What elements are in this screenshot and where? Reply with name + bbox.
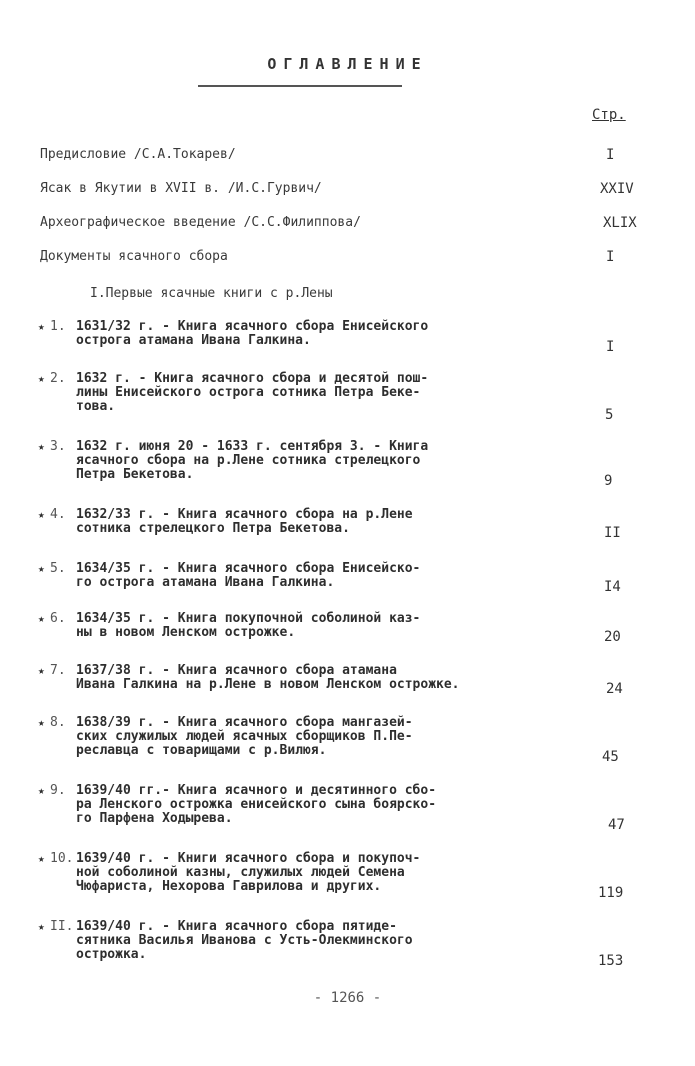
- entry-number: 1.: [50, 319, 66, 334]
- entry-number: 7.: [50, 663, 66, 678]
- star-icon: ★: [38, 562, 45, 575]
- star-icon: ★: [38, 372, 45, 385]
- entry-text: 1638/39 г. - Книга ясачного сбора мангазей- ских служилых людей ясачных сборщиков П.Пе- реславца с товарищами с р.Вилюя.: [76, 715, 413, 758]
- page-number: 119: [598, 885, 624, 901]
- star-icon: ★: [38, 440, 45, 453]
- entry-number: 2.: [50, 371, 66, 386]
- page-title: ОГЛАВЛЕНИЕ: [267, 55, 428, 73]
- star-icon: ★: [38, 852, 45, 865]
- page-number: 45: [602, 749, 619, 765]
- page-number: I: [606, 147, 615, 163]
- entry-text: 1639/40 гг.- Книга ясачного и десятинного сбо- ра Ленского острожка енисейского сына боярско- го Парфена Ходырева.: [76, 783, 437, 826]
- entry-number: II.: [50, 919, 74, 934]
- entry-text: 1634/35 г. - Книга ясачного сбора Енисейско- го острога атамана Ивана Галкина.: [76, 561, 421, 590]
- page-number: I: [606, 339, 615, 355]
- page-number: XLIX: [603, 215, 637, 231]
- entry-number: 4.: [50, 507, 66, 522]
- page-number: 24: [606, 681, 623, 697]
- page-footer-number: - 1266 -: [313, 990, 382, 1006]
- star-icon: ★: [38, 612, 45, 625]
- star-icon: ★: [38, 508, 45, 521]
- front-matter-text: Археографическое введение /С.С.Филиппова/: [40, 215, 361, 230]
- page-number: II: [604, 525, 621, 541]
- entry-text: 1637/38 г. - Книга ясачного сбора атамана Ивана Галкина на р.Лене в новом Ленском острожке.: [76, 663, 460, 692]
- star-icon: ★: [38, 784, 45, 797]
- entry-number: 5.: [50, 561, 66, 576]
- star-icon: ★: [38, 920, 45, 933]
- entry-text: 1639/40 г. - Книга ясачного сбора пятиде- сятника Василья Иванова с Усть-Олекминского острожка.: [76, 919, 413, 962]
- entry-text: 1639/40 г. - Книги ясачного сбора и покупоч- ной соболиной казны, служилых людей Семена Чюфариста, Нехорова Гаврилова и других.: [76, 851, 421, 894]
- page-number: I4: [604, 579, 621, 595]
- page-number: 20: [604, 629, 621, 645]
- entry-number: 8.: [50, 715, 66, 730]
- front-matter-text: Предисловие /С.А.Токарев/: [40, 147, 236, 162]
- entry-number: 6.: [50, 611, 66, 626]
- page-column-header: Стр.: [592, 107, 626, 123]
- entry-number: 9.: [50, 783, 66, 798]
- page-number: 153: [598, 953, 624, 969]
- star-icon: ★: [38, 664, 45, 677]
- page-number: XXIV: [600, 181, 634, 197]
- page-number: 47: [608, 817, 625, 833]
- page-number: 5: [605, 407, 614, 423]
- entry-text: 1632/33 г. - Книга ясачного сбора на р.Лене сотника стрелецкого Петра Бекетова.: [76, 507, 413, 536]
- title-underline: [198, 85, 402, 87]
- star-icon: ★: [38, 320, 45, 333]
- entry-text: 1632 г. июня 20 - 1633 г. сентября 3. - Книга ясачного сбора на р.Лене сотника стрелецкого Петра Бекетова.: [76, 439, 429, 482]
- front-matter-text: Документы ясачного сбора: [40, 249, 228, 264]
- star-icon: ★: [38, 716, 45, 729]
- section-heading: I.Первые ясачные книги с р.Лены: [90, 286, 333, 301]
- entry-number: 3.: [50, 439, 66, 454]
- entry-text: 1634/35 г. - Книга покупочной соболиной каз- ны в новом Ленском острожке.: [76, 611, 421, 640]
- entry-text: 1631/32 г. - Книга ясачного сбора Енисейского острога атамана Ивана Галкина.: [76, 319, 429, 348]
- entry-number: 10.: [50, 851, 74, 866]
- page-number: I: [606, 249, 615, 265]
- page-number: 9: [604, 473, 613, 489]
- entry-text: 1632 г. - Книга ясачного сбора и десятой пош- лины Енисейского острога сотника Петра Беке- това.: [76, 371, 429, 414]
- front-matter-text: Ясак в Якутии в XVII в. /И.С.Гурвич/: [40, 181, 322, 196]
